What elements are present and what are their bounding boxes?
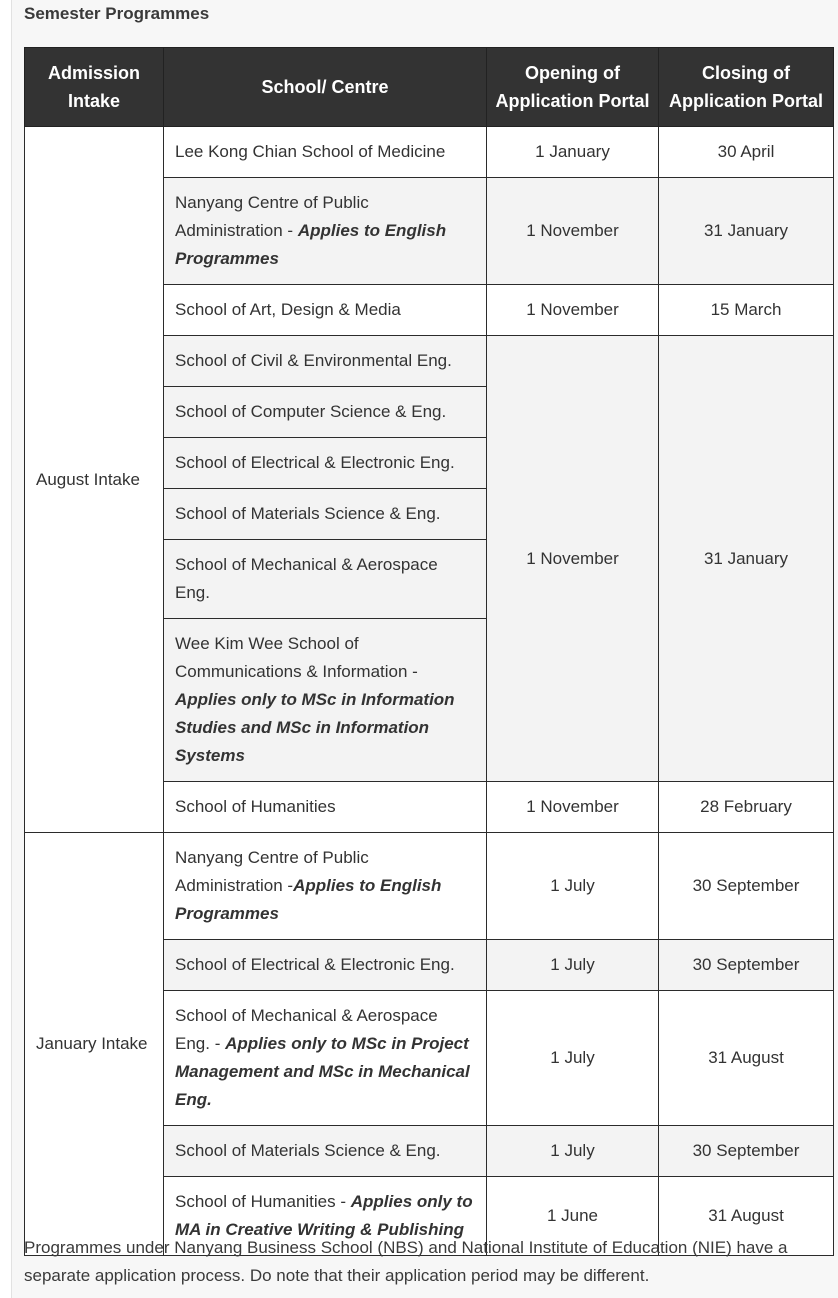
intake-august: August Intake bbox=[25, 127, 164, 833]
school-name: School of Electrical & Electronic Eng. bbox=[164, 940, 487, 991]
page bbox=[11, 0, 838, 1298]
school-name: School of Humanities bbox=[164, 782, 487, 833]
intake-january: January Intake bbox=[25, 833, 164, 1256]
closing-date: 31 January bbox=[659, 178, 834, 285]
opening-date: 1 January bbox=[487, 127, 659, 178]
table-row bbox=[25, 127, 834, 178]
application-periods-table bbox=[24, 47, 834, 1256]
closing-date: 30 September bbox=[659, 1126, 834, 1177]
header-opening-portal: Opening of Application Portal bbox=[487, 48, 659, 127]
header-school-centre: School/ Centre bbox=[164, 48, 487, 127]
school-note: Applies only to MSc in Project Management and MSc in Mechanical Eng. bbox=[175, 1034, 470, 1109]
table-header-row bbox=[25, 48, 834, 127]
opening-date: 1 November bbox=[487, 285, 659, 336]
school-name: School of Civil & Environmental Eng. bbox=[164, 336, 487, 387]
closing-date: 15 March bbox=[659, 285, 834, 336]
school-name bbox=[164, 833, 487, 940]
school-name: Lee Kong Chian School of Medicine bbox=[164, 127, 487, 178]
closing-date: 31 August bbox=[659, 991, 834, 1126]
opening-date: 1 July bbox=[487, 991, 659, 1126]
opening-date: 1 June bbox=[487, 1177, 659, 1256]
footnote: Programmes under Nanyang Business School (NBS) and National Institute of Education (NIE) have a separate application process. Do note that their application period may be different. bbox=[24, 1238, 788, 1285]
school-name: School of Computer Science & Eng. bbox=[164, 387, 487, 438]
school-note: Applies to English Programmes bbox=[175, 221, 447, 268]
school-name-text: Wee Kim Wee School of Communications & Information - bbox=[175, 634, 418, 681]
school-note: Applies only to MSc in Information Studies and MSc in Information Systems bbox=[175, 690, 455, 765]
closing-date: 30 September bbox=[659, 833, 834, 940]
section-title: Semester Programmes bbox=[24, 4, 210, 23]
opening-date: 1 July bbox=[487, 833, 659, 940]
school-note: Applies only to MA in Creative Writing & Publishing bbox=[175, 1192, 473, 1239]
closing-date: 30 April bbox=[659, 127, 834, 178]
school-name-text: Nanyang Centre of Public Administration - bbox=[175, 848, 369, 895]
school-name: School of Materials Science & Eng. bbox=[164, 489, 487, 540]
opening-date: 1 November bbox=[487, 782, 659, 833]
closing-date-merged: 31 January bbox=[659, 336, 834, 782]
school-name-text: School of Humanities - bbox=[175, 1192, 351, 1211]
opening-date-merged: 1 November bbox=[487, 336, 659, 782]
opening-date: 1 November bbox=[487, 178, 659, 285]
table-row bbox=[25, 833, 834, 940]
opening-date: 1 July bbox=[487, 940, 659, 991]
school-name: School of Art, Design & Media bbox=[164, 285, 487, 336]
header-admission-intake: Admission Intake bbox=[25, 48, 164, 127]
school-name bbox=[164, 619, 487, 782]
header-closing-portal: Closing of Application Portal bbox=[659, 48, 834, 127]
school-name: School of Mechanical & Aerospace Eng. bbox=[164, 540, 487, 619]
closing-date: 28 February bbox=[659, 782, 834, 833]
school-name bbox=[164, 991, 487, 1126]
closing-date: 31 August bbox=[659, 1177, 834, 1256]
school-note: Applies to English Programmes bbox=[175, 876, 442, 923]
closing-date: 30 September bbox=[659, 940, 834, 991]
school-name-text: Nanyang Centre of Public Administration - bbox=[175, 193, 369, 240]
school-name-text: School of Mechanical & Aerospace Eng. - bbox=[175, 1006, 438, 1053]
school-name bbox=[164, 178, 487, 285]
opening-date: 1 July bbox=[487, 1126, 659, 1177]
school-name: School of Materials Science & Eng. bbox=[164, 1126, 487, 1177]
school-name: School of Electrical & Electronic Eng. bbox=[164, 438, 487, 489]
